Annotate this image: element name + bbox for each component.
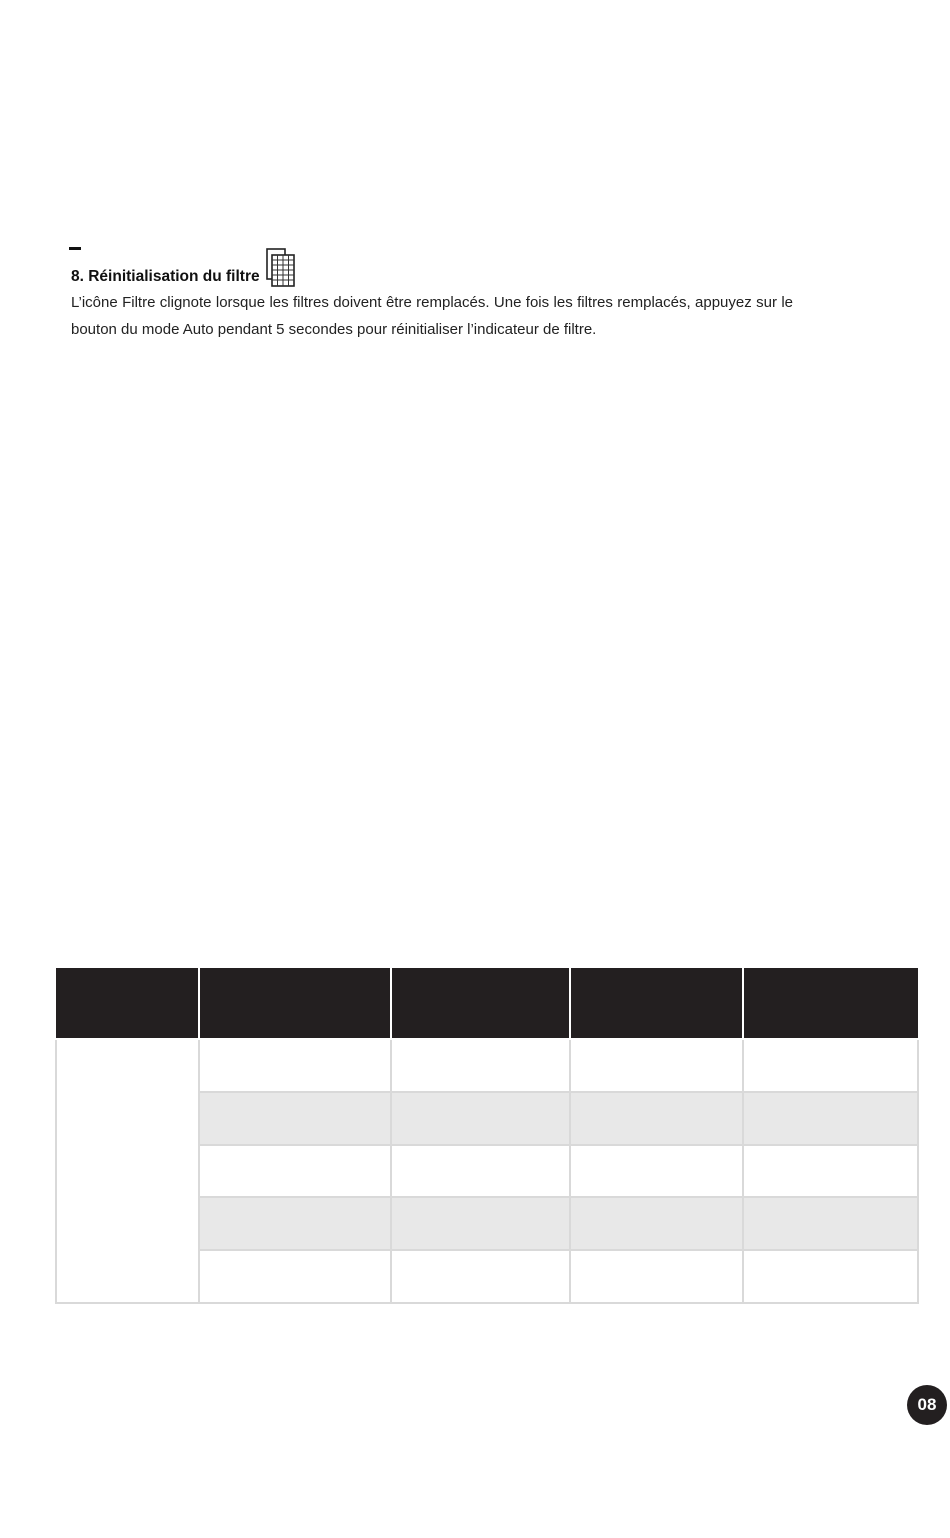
table-row — [56, 1039, 918, 1092]
section-body: L’icône Filtre clignote lorsque les filtres doivent être remplacés. Une fois les filtres remplacés, appuyez sur le bouton du mode Auto pendant 5 secondes pour réinitialiser l’indicateur de filtre. — [71, 294, 793, 338]
table-cell — [570, 1197, 743, 1250]
filter-icon — [264, 248, 300, 288]
table-cell — [391, 1145, 570, 1198]
table-header-row — [56, 968, 918, 1039]
table-cell — [199, 1197, 391, 1250]
table-cell — [743, 1250, 918, 1303]
table-cell — [199, 1092, 391, 1145]
table-cell — [743, 1092, 918, 1145]
table-cell — [570, 1039, 743, 1092]
table-cell — [743, 1039, 918, 1092]
table-cell — [391, 1250, 570, 1303]
table-cell — [570, 1092, 743, 1145]
table-header-cell — [56, 968, 199, 1039]
table-cell — [199, 1250, 391, 1303]
table-header-cell — [391, 968, 570, 1039]
page-number-badge: 08 — [907, 1385, 947, 1425]
table-cell — [391, 1092, 570, 1145]
table-cell — [391, 1197, 570, 1250]
table-cell — [743, 1145, 918, 1198]
table-group-cell — [56, 1039, 199, 1303]
table-header-cell — [199, 968, 391, 1039]
table-header-cell — [743, 968, 918, 1039]
table-cell — [743, 1197, 918, 1250]
section-title: 8. Réinitialisation du filtre — [71, 268, 260, 285]
table-cell — [391, 1039, 570, 1092]
table-cell — [199, 1039, 391, 1092]
spec-table — [55, 968, 919, 1304]
table-cell — [570, 1145, 743, 1198]
section-heading — [71, 248, 300, 288]
table-cell — [199, 1145, 391, 1198]
table-cell — [570, 1250, 743, 1303]
table-header-cell — [570, 968, 743, 1039]
